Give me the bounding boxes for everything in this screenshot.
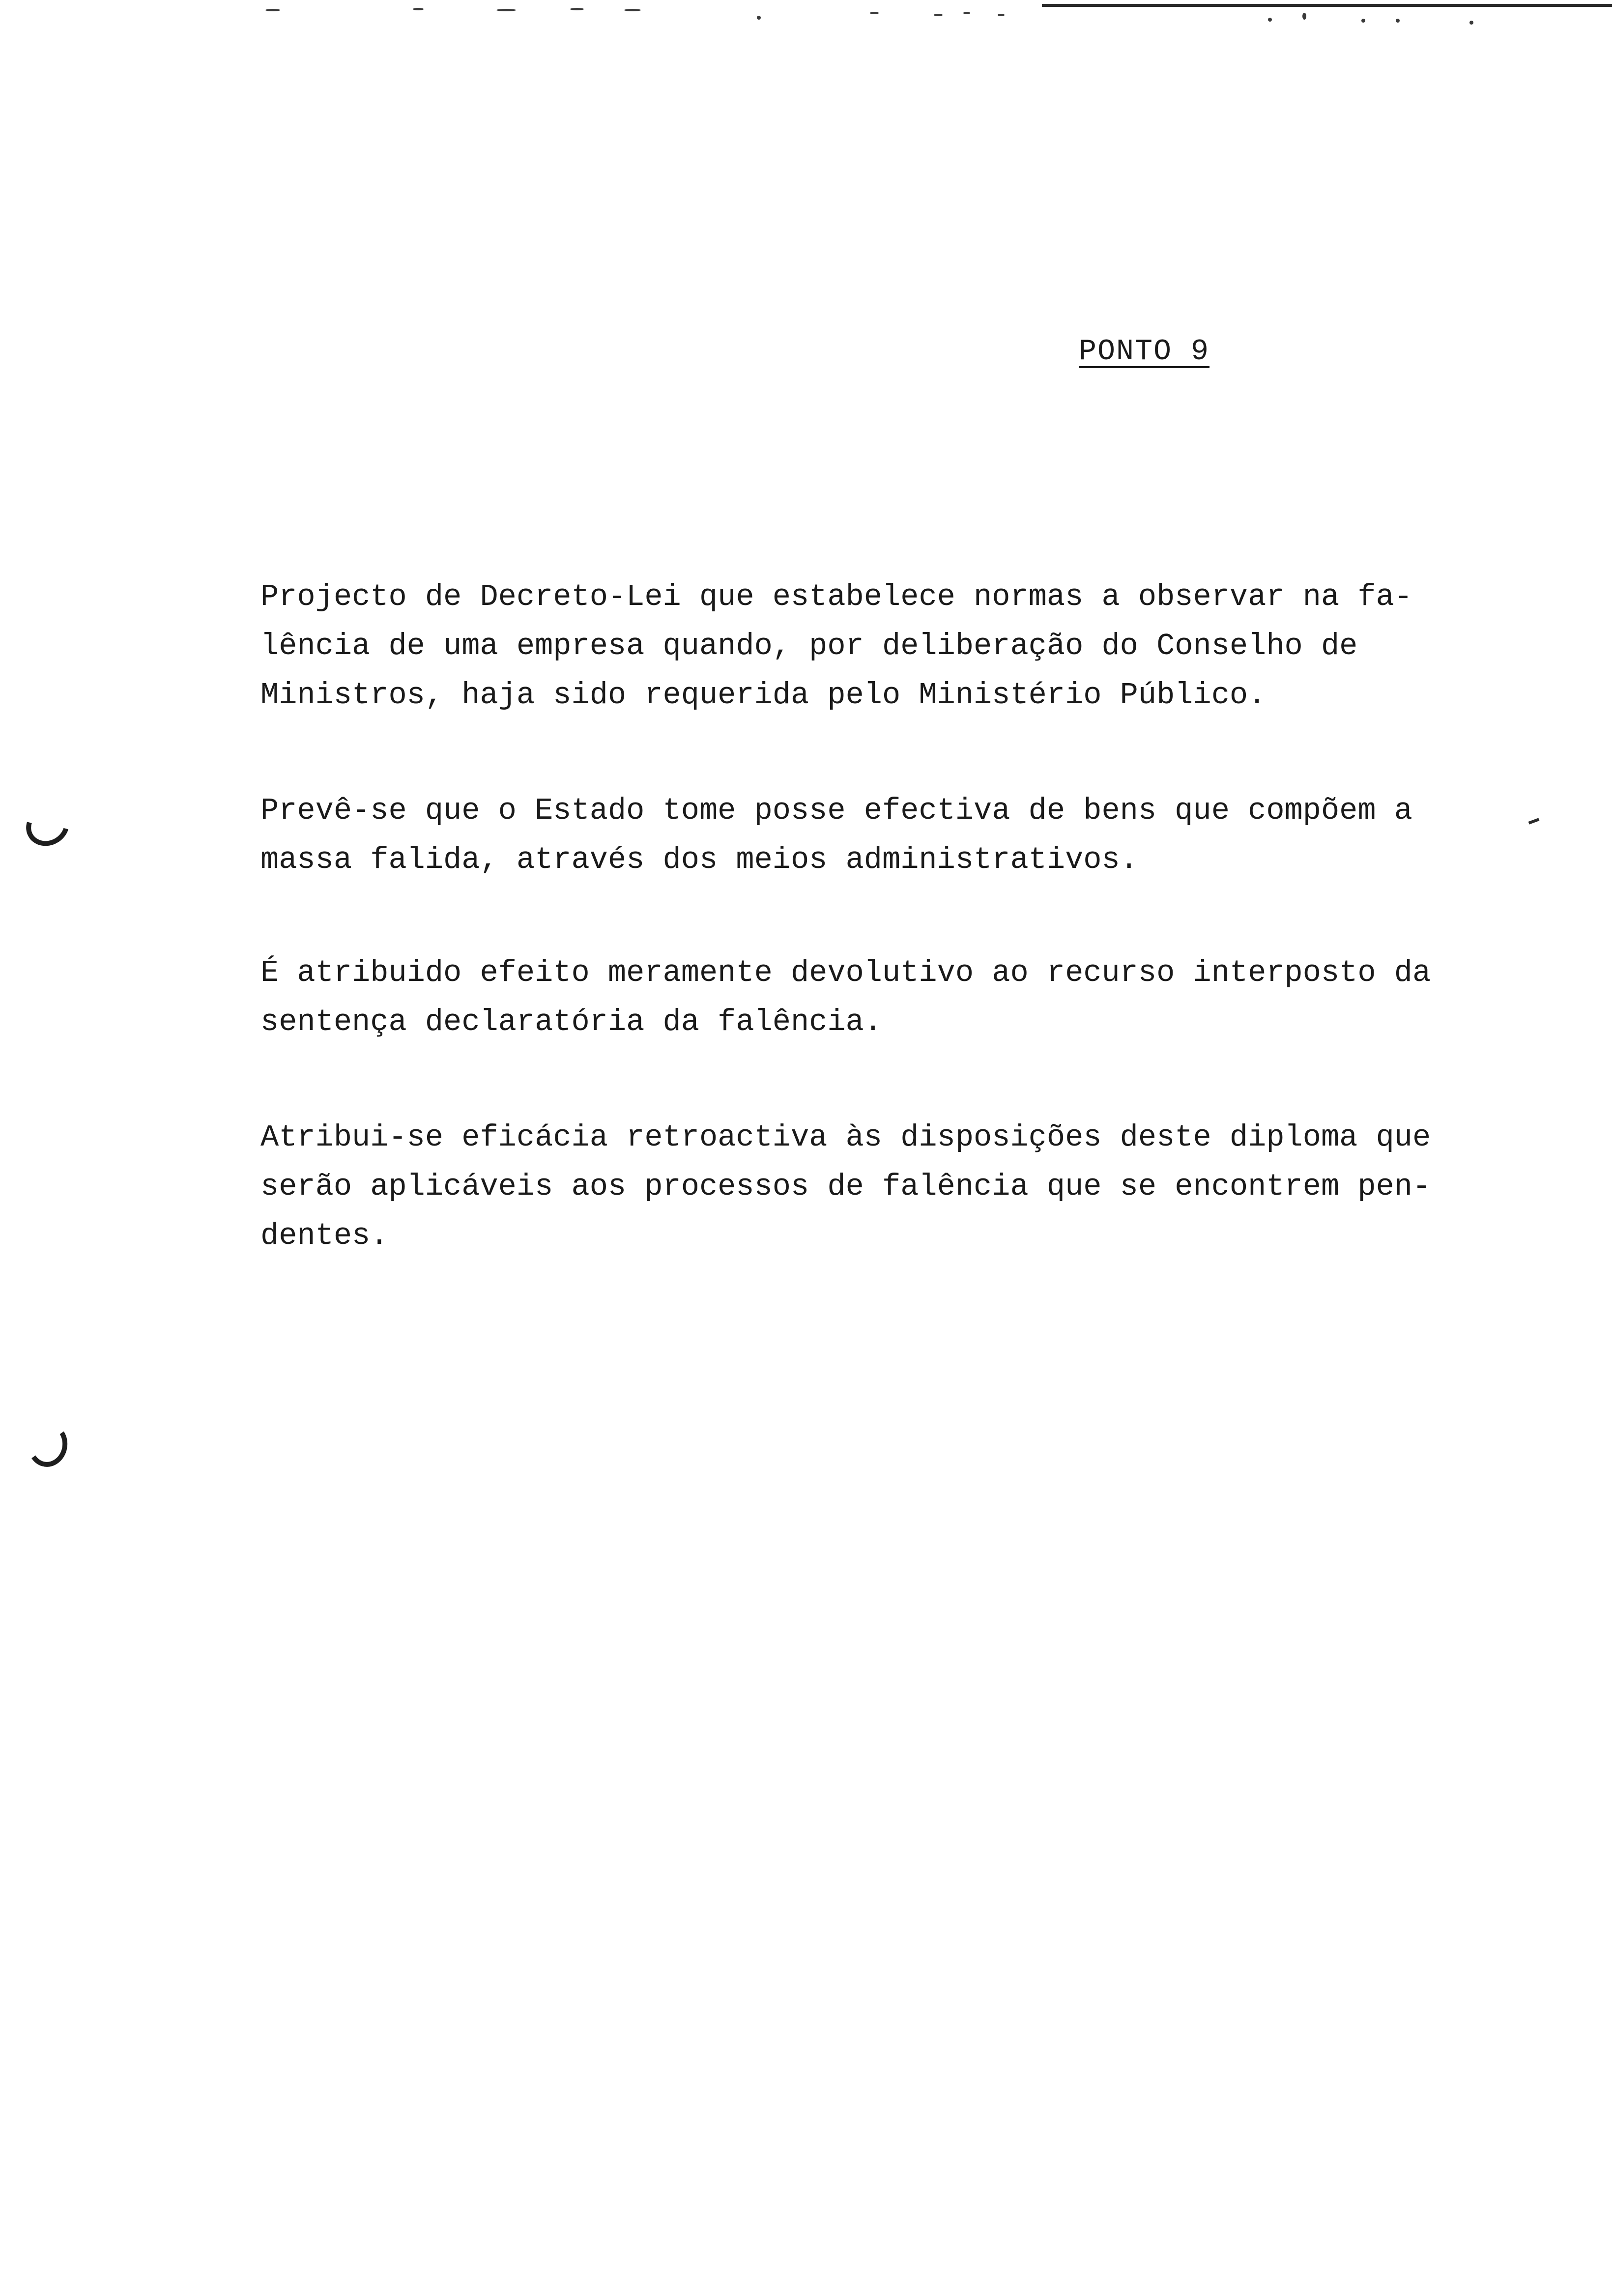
binder-hole-mark [19,798,77,854]
scan-speck [1396,19,1400,23]
scan-speck [413,8,424,10]
scan-speck [1469,21,1473,25]
scan-speck [963,12,970,14]
scan-artifacts [265,6,1494,26]
paragraph-line: Projecto de Decreto-Lei que estabelece normas a observar na fa- [260,579,1412,614]
paragraph-3 [260,948,1548,1047]
binder-hole-mark [25,1420,71,1470]
scan-speck [1268,18,1272,22]
page-title: PONTO 9 [1079,335,1210,369]
paragraph-line: lência de uma empresa quando, por deliberação do Conselho de [260,629,1358,663]
scan-speck [1302,13,1306,20]
paragraph-line: É atribuido efeito meramente devolutivo ao recurso interposto da [260,955,1431,990]
scan-speck [934,14,943,16]
scan-speck [265,9,280,11]
paragraph-1 [260,573,1548,720]
scan-speck [496,9,516,11]
paragraph-4 [260,1113,1548,1261]
scan-speck [1361,19,1365,23]
scan-speck [624,9,641,11]
paragraph-line: Prevê-se que o Estado tome posse efectiva de bens que compõem a [260,793,1412,828]
paragraph-line: serão aplicáveis aos processos de falência que se encontrem pen- [260,1169,1431,1204]
scan-speck [570,8,584,10]
paragraph-line: Ministros, haja sido requerida pelo Ministério Público. [260,678,1267,713]
scan-speck [870,12,879,14]
scan-speck [998,14,1005,16]
paragraph-2 [260,786,1548,885]
paragraph-line: massa falida, através dos meios administrativos. [260,842,1138,877]
paragraph-line: dentes. [260,1218,389,1253]
paragraph-line: sentença declaratória da falência. [260,1004,883,1039]
scan-speck [757,16,761,20]
paragraph-line: Atribui-se eficácia retroactiva às disposições deste diploma que [260,1120,1431,1155]
